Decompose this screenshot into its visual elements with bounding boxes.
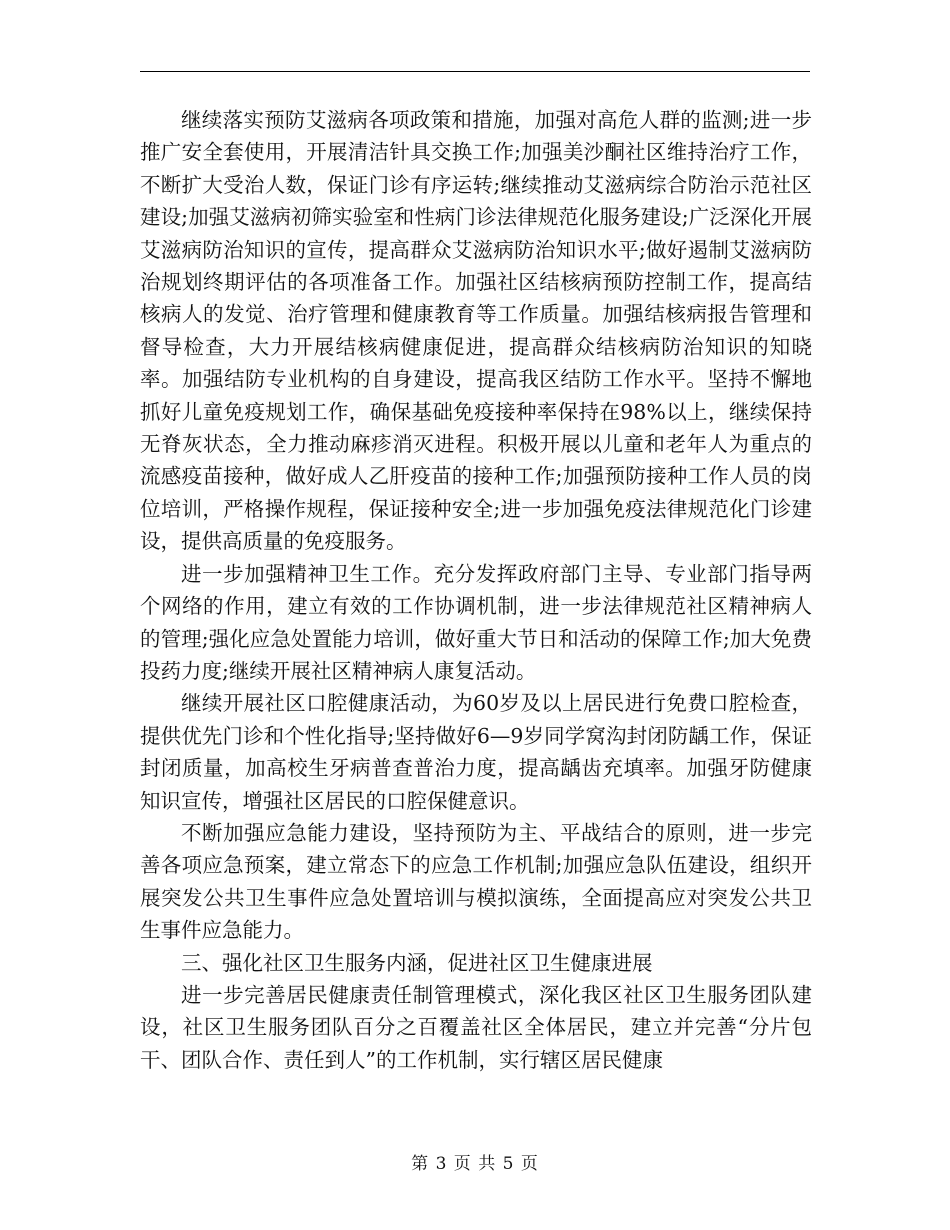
paragraph-health-responsibility: 进一步完善居民健康责任制管理模式，深化我区社区卫生服务团队建设，社区卫生服务团队百分之百覆盖社区全体居民，建立并完善“分片包干、团队合作、责任到人”的工作机制，实行辖区居民健康 <box>140 982 812 1072</box>
paragraph-oral-health: 继续开展社区口腔健康活动，为60岁及以上居民进行免费口腔检查，提供优先门诊和个性化指导;坚持做好6—9岁同学窝沟封闭防龋工作，保证封闭质量，加高校生牙病普查普治力度，提高龋齿充填率。加强牙防健康知识宣传，增强社区居民的口腔保健意识。 <box>140 691 812 813</box>
paragraph-aids-tb-immunization: 继续落实预防艾滋病各项政策和措施，加强对高危人群的监测;进一步推广安全套使用，开展清洁针具交换工作;加强美沙酮社区维持治疗工作，不断扩大受治人数，保证门诊有序运转;继续推动艾滋病综合防治示范社区建设;加强艾滋病初筛实验室和性病门诊法律规范化服务建设;广泛深化开展艾滋病防治知识的宣传，提高群众艾滋病防治知识水平;做好遏制艾滋病防治规划终期评估的各项准备工作。加强社区结核病预防控制工作，提高结核病人的发觉、治疗管理和健康教育等工作质量。加强结核病报告管理和督导检查，大力开展结核病健康促进，提高群众结核病防治知识的知晓率。加强结防专业机构的自身建设，提高我区结防工作水平。坚持不懈地抓好儿童免疫规划工作，确保基础免疫接种率保持在98%以上，继续保持无脊灰状态，全力推动麻疹消灭进程。积极开展以儿童和老年人为重点的流感疫苗接种，做好成人乙肝疫苗的接种工作;加强预防接种工作人员的岗位培训，严格操作规程，保证接种安全;进一步加强免疫法律规范化门诊建设，提供高质量的免疫服务。 <box>140 108 812 554</box>
section-heading-community-health: 三、强化社区卫生服务内涵，促进社区卫生健康进展 <box>181 950 653 975</box>
header-rule <box>140 71 810 72</box>
paragraph-mental-health: 进一步加强精神卫生工作。充分发挥政府部门主导、专业部门指导两个网络的作用，建立有效的工作协调机制，进一步法律规范社区精神病人的管理;强化应急处置能力培训，做好重大节日和活动的保障工作;加大免费投药力度;继续开展社区精神病人康复活动。 <box>140 561 812 683</box>
document-body <box>140 104 812 1076</box>
page-footer: 第 3 页 共 5 页 <box>411 1154 539 1174</box>
paragraph-emergency-response: 不断加强应急能力建设，坚持预防为主、平战结合的原则，进一步完善各项应急预案，建立常态下的应急工作机制;加强应急队伍建设，组织开展突发公共卫生事件应急处置培训与模拟演练，全面提高应对突发公共卫生事件应急能力。 <box>140 820 812 943</box>
